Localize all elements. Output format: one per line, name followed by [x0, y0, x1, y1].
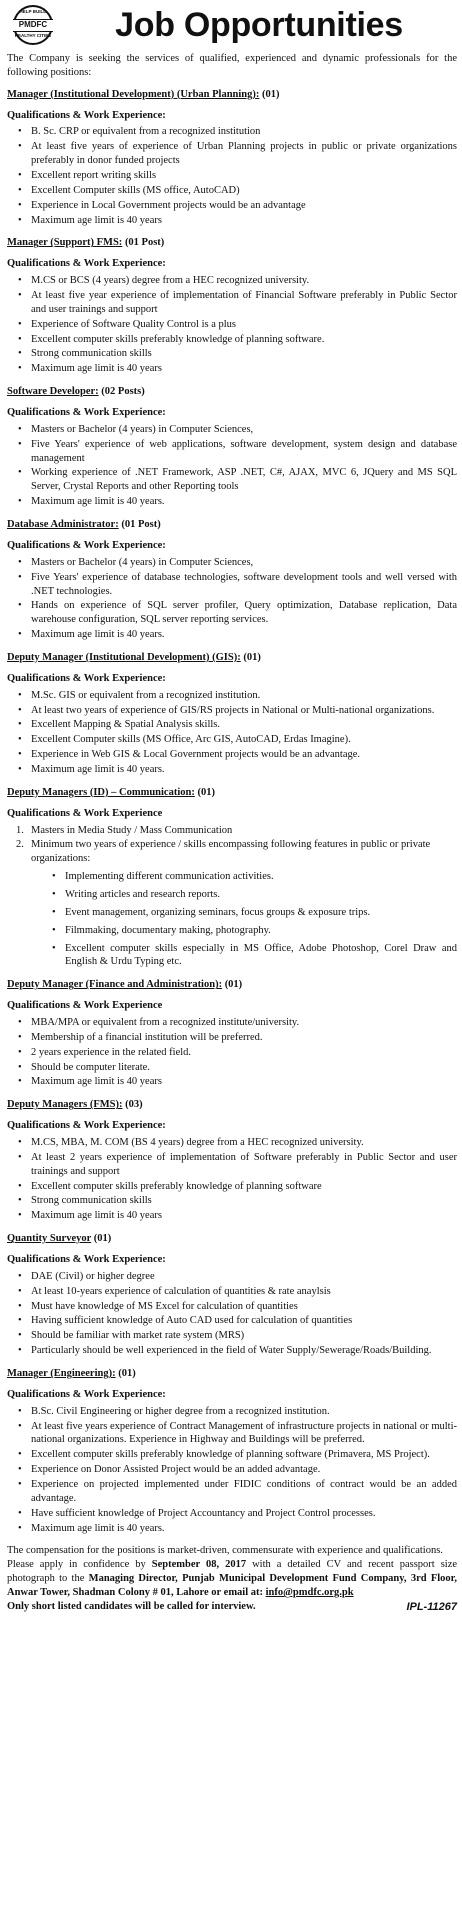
requirement-item: • Having sufficient knowledge of Auto CAD used for calculation of quantities [31, 1314, 457, 1328]
requirement-item: • Maximum age limit is 40 years. [31, 1522, 457, 1536]
position-count: (02 Posts) [101, 386, 145, 398]
page-title: Job Opportunities [115, 5, 403, 44]
requirement-item: • Strong communication skills [31, 1194, 457, 1208]
position-block [7, 385, 457, 509]
position-title [7, 236, 457, 250]
requirement-item: • At least five years experience of Contract Management of infrastructure projects in national or multi-national organizations. Experience in Highway and Buildings will be preferred. [31, 1420, 457, 1448]
requirement-item: • M.CS, MBA, M. COM (BS 4 years) degree from a HEC recognized university. [31, 1136, 457, 1150]
requirements-list [7, 125, 457, 227]
requirement-item: • Maximum age limit is 40 years [31, 1209, 457, 1223]
position-title [7, 1098, 457, 1112]
requirements-list [7, 556, 457, 642]
position-count: (01) [197, 786, 215, 798]
requirement-item: • B.Sc. Civil Engineering or higher degree from a recognized institution. [31, 1405, 457, 1419]
requirement-item: • Excellent computer skills preferably knowledge of planning software (Primavera, MS Project). [31, 1448, 457, 1462]
position-title [7, 518, 457, 532]
address: Managing Director, Punjab Municipal Development Fund Company, 3rd Floor, Anwar Tower, Shadman Colony # 01, Lahore or email at: [7, 1573, 458, 1599]
sub-item: • Implementing different communication activities. [65, 870, 457, 884]
requirement-item: • Masters or Bachelor (4 years) in Computer Sciences, [31, 423, 457, 437]
requirement-item: • Masters or Bachelor (4 years) in Computer Sciences, [31, 556, 457, 570]
requirement-item: • Must have knowledge of MS Excel for calculation of quantities [31, 1300, 457, 1314]
requirement-item: • At least 10-years experience of calculation of quantities & rate anaylsis [31, 1285, 457, 1299]
requirement-item: • At least 2 years experience of implementation of Software preferably in Public Sector and user trainings and support [31, 1151, 457, 1179]
position-title [7, 786, 457, 800]
position-block [7, 978, 457, 1089]
requirement-item: • Excellent Computer skills (MS office, AutoCAD) [31, 184, 457, 198]
compensation-text: The compensation for the positions is market-driven, commensurate with experience and qualifications. [7, 1545, 443, 1557]
position-title [7, 1232, 457, 1246]
requirement-item: • At least five year experience of implementation of Financial Software preferably in Public Sector and user trainings and support [31, 289, 457, 317]
position-count: (01 Post) [121, 519, 161, 531]
positions-section-1 [7, 88, 457, 777]
requirement-item: • M.Sc. GIS or equivalent from a recognized institution. [31, 689, 457, 703]
requirement-item: • Excellent Computer skills (MS Office, Arc GIS, AutoCAD, Erdas Imagine). [31, 733, 457, 747]
position-name: Database Administrator: [7, 519, 119, 531]
email-link[interactable]: info@pmdfc.org.pk [265, 1587, 354, 1599]
requirement-item: • At least two years of experience of GIS/RS projects in National or Multi-national organizations. [31, 704, 457, 718]
requirement-item: • M.CS or BCS (4 years) degree from a HEC recognized university. [31, 274, 457, 288]
requirement-item: • DAE (Civil) or higher degree [31, 1270, 457, 1284]
position-name: Deputy Managers (FMS): [7, 1099, 123, 1111]
position-block [7, 518, 457, 642]
qualifications-heading: Qualifications & Work Experience: [7, 672, 166, 684]
intro-text: The Company is seeking the services of qualified, experienced and dynamic professionals for the following positions: [7, 53, 457, 78]
footer [7, 1544, 457, 1614]
requirement-item: • Experience on projected implemented under FIDIC conditions of contract would be an added advantage. [31, 1478, 457, 1506]
qualifications-heading: Qualifications & Work Experience: [7, 258, 166, 270]
requirement-item: • Five Years' experience of web applications, software development, system design and database management [31, 438, 457, 466]
requirements-list [7, 1136, 457, 1223]
list-item [16, 824, 457, 838]
requirement-item: • At least five years of experience of Urban Planning projects in public or private organizations preferably in donor funded projects [31, 140, 457, 168]
position-count: (01) [93, 1233, 112, 1245]
requirements-list [7, 274, 457, 376]
position-name: Manager (Support) FMS: [7, 237, 123, 249]
requirement-item: • Excellent report writing skills [31, 169, 457, 183]
position-count: (03) [125, 1099, 143, 1111]
requirement-item: • Membership of a financial institution will be preferred. [31, 1031, 457, 1045]
position-block [7, 651, 457, 777]
logo-name: PMDFC [13, 19, 53, 32]
position-block [7, 1367, 457, 1535]
position-block [7, 1232, 457, 1358]
numbered-list [7, 824, 457, 970]
requirement-item: • Have sufficient knowledge of Project Accountancy and Project Control processes. [31, 1507, 457, 1521]
position-title [7, 978, 457, 992]
logo-top-text: HELP BUILD [19, 9, 47, 14]
apply-mid: with a detailed CV and recent passport size photograph to the [7, 1559, 458, 1585]
qualifications-heading: Qualifications & Work Experience [7, 1000, 163, 1012]
requirement-item: • Should be computer literate. [31, 1061, 457, 1075]
position-count: (01) [224, 979, 243, 991]
position-name: Deputy Managers (ID) – Communication: [7, 786, 195, 798]
qualifications-heading: Qualifications & Work Experience: [7, 1254, 166, 1266]
requirement-item: • Experience on Donor Assisted Project would be an added advantage. [31, 1463, 457, 1477]
requirement-item: • Excellent computer skills preferably knowledge of planning software [31, 1180, 457, 1194]
requirement-item: • Working experience of .NET Framework, ASP .NET, C#, AJAX, MVC 6, JQuery and MS SQL Server, Crystal Reports and other Reporting tools [31, 466, 457, 494]
requirement-item: • Excellent Mapping & Spatial Analysis skills. [31, 718, 457, 732]
requirement-item: • Experience of Software Quality Control is a plus [31, 318, 457, 332]
qualifications-heading: Qualifications & Work Experience: [7, 539, 166, 551]
qualifications-heading: Qualifications & Work Experience: [7, 1120, 166, 1132]
requirement-item: • B. Sc. CRP or equivalent from a recognized institution [31, 125, 457, 139]
requirement-item: • Strong communication skills [31, 347, 457, 361]
item-text: Masters in Media Study / Mass Communication [31, 824, 233, 836]
requirement-item: • Maximum age limit is 40 years [31, 1075, 457, 1089]
position-name: Quantity Surveyor [7, 1233, 92, 1245]
position-title [7, 88, 457, 102]
item-number: 2. [16, 839, 24, 851]
requirement-item: • Experience in Web GIS & Local Government projects would be an advantage. [31, 748, 457, 762]
item-number: 1. [16, 824, 24, 836]
position-name: Manager (Engineering): [7, 1368, 116, 1380]
requirements-list [7, 1405, 457, 1536]
requirement-item: • Experience in Local Government projects would be an advantage [31, 199, 457, 213]
footer-bottom [7, 1600, 457, 1615]
requirement-item: • Should be familiar with market rate system (MRS) [31, 1329, 457, 1343]
apply-intro: Please apply in confidence by [7, 1559, 146, 1571]
position-block [7, 88, 457, 228]
sub-list [31, 870, 457, 969]
requirement-item: • MBA/MPA or equivalent from a recognized institute/university. [31, 1016, 457, 1030]
sub-item: • Excellent computer skills especially in MS Office, Adobe Photoshop, Corel Draw and English & Urdu Typing etc. [65, 942, 457, 970]
requirements-list [7, 1016, 457, 1089]
position-title [7, 1367, 457, 1381]
position-communication [7, 786, 457, 969]
list-item [16, 838, 457, 969]
requirements-list [7, 1270, 457, 1358]
qualifications-heading: Qualifications & Work Experience [7, 807, 163, 819]
requirements-list [7, 423, 457, 509]
qualifications-heading: Qualifications & Work Experience: [7, 109, 166, 121]
sub-item: • Writing articles and research reports. [65, 888, 457, 902]
ad-header [7, 2, 457, 48]
position-title [7, 651, 457, 665]
qualifications-heading: Qualifications & Work Experience: [7, 1388, 166, 1400]
requirement-item: • Five Years' experience of database technologies, software development tools and well versed with .NET technologies. [31, 571, 457, 599]
position-title [7, 385, 457, 399]
requirement-item: • Particularly should be well experienced in the field of Water Supply/Sewerage/Roads/Building. [31, 1344, 457, 1358]
positions-section-2 [7, 978, 457, 1535]
requirement-item: • Maximum age limit is 40 years. [31, 495, 457, 509]
requirement-item: • Maximum age limit is 40 years. [31, 763, 457, 777]
requirement-item: • 2 years experience in the related field. [31, 1046, 457, 1060]
requirement-item: • Hands on experience of SQL server profiler, Query optimization, Database replication, Data warehouse configuration, SQL server reporting services. [31, 599, 457, 627]
requirement-item: • Maximum age limit is 40 years [31, 362, 457, 376]
ad-code: IPL-11267 [406, 1600, 457, 1613]
logo-bottom-text: HEALTHY CITIES [14, 33, 52, 38]
qualifications-heading: Qualifications & Work Experience: [7, 407, 166, 419]
pmdfc-logo [7, 4, 61, 46]
sub-item: • Event management, organizing seminars, focus groups & exposure trips. [65, 906, 457, 920]
sub-item: • Filmmaking, documentary making, photography. [65, 924, 457, 938]
position-name: Deputy Manager (Institutional Development) (GIS): [7, 651, 241, 663]
apply-text [7, 1558, 457, 1600]
deadline-date: September 08, 2017 [151, 1559, 247, 1571]
shortlist-note: Only short listed candidates will be called for interview. [7, 1600, 256, 1612]
position-count: (01) [243, 651, 261, 663]
requirements-list [7, 689, 457, 777]
requirement-item: • Maximum age limit is 40 years. [31, 628, 457, 642]
position-count: (01) [118, 1368, 136, 1380]
position-count: (01 Post) [124, 237, 165, 249]
position-name: Software Developer: [7, 386, 99, 398]
item-text: Minimum two years of experience / skills encompassing following features in public or private organizations: [31, 839, 431, 865]
position-block [7, 236, 457, 376]
position-name: Deputy Manager (Finance and Administration): [7, 979, 223, 991]
position-name: Manager (Institutional Development) (Urban Planning): [7, 88, 260, 100]
position-count: (01) [262, 88, 280, 100]
requirement-item: • Maximum age limit is 40 years [31, 214, 457, 228]
position-block [7, 1098, 457, 1223]
requirement-item: • Excellent computer skills preferably knowledge of planning software. [31, 333, 457, 347]
